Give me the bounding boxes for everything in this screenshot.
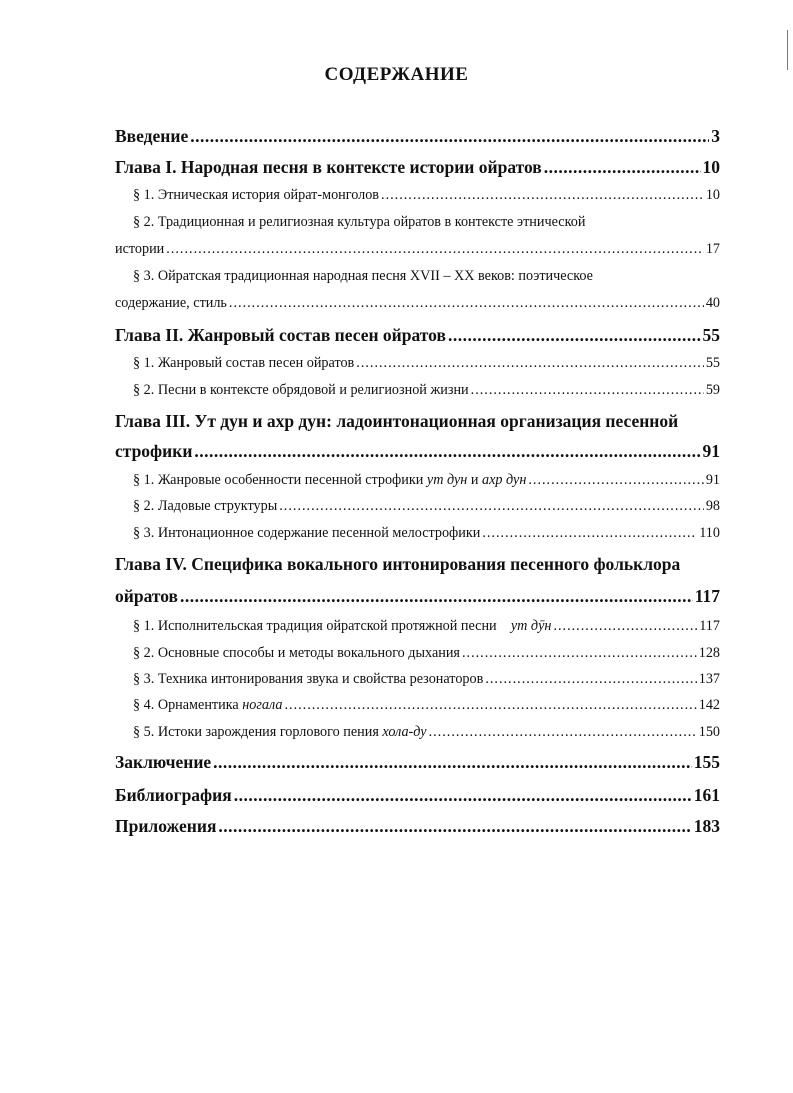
toc-entry-chapter-2 bbox=[115, 325, 720, 346]
toc-entry-label bbox=[133, 618, 551, 635]
toc-page-number: 59 bbox=[705, 382, 720, 398]
toc-page-number: 155 bbox=[693, 752, 720, 772]
toc-page-number: 91 bbox=[702, 441, 720, 461]
toc-entry-label: § 1. Этническая история ойрат-монголов bbox=[133, 187, 380, 203]
toc-page-number: 110 bbox=[699, 525, 720, 541]
toc-page-number: 128 bbox=[698, 645, 720, 661]
term-ut-dun: ут дун bbox=[426, 472, 468, 488]
toc-entry-ch1-section-3-line1: § 3. Ойратская традиционная народная песня XVII – XX веков: поэтическое bbox=[133, 268, 593, 284]
toc-entry-label: содержание, стиль bbox=[115, 295, 227, 311]
toc-entry-chapter-4-line1: Глава IV. Специфика вокального интонирования песенного фольклора bbox=[115, 554, 681, 574]
dot-leader bbox=[448, 325, 701, 346]
toc-page-number: 10 bbox=[702, 157, 720, 177]
dot-leader bbox=[471, 382, 704, 399]
dot-leader bbox=[381, 187, 704, 204]
toc-page-number: 10 bbox=[705, 187, 720, 203]
toc-entry-ch1-section-1 bbox=[133, 187, 720, 204]
dot-leader bbox=[218, 816, 691, 837]
dot-leader bbox=[166, 241, 704, 258]
dot-leader bbox=[528, 472, 703, 489]
dot-leader bbox=[190, 126, 709, 147]
toc-page-number: 40 bbox=[705, 295, 720, 311]
toc-entry-label: Приложения bbox=[115, 816, 217, 836]
toc-entry-label bbox=[133, 472, 526, 489]
toc-entry-ch3-section-1 bbox=[133, 472, 720, 489]
toc-page-number: 161 bbox=[693, 785, 720, 805]
toc-entry-label: § 3. Интонационное содержание песенной мелострофики bbox=[133, 525, 481, 541]
toc-entry-bibliography bbox=[115, 785, 720, 806]
dot-leader bbox=[180, 586, 693, 607]
dot-leader bbox=[234, 785, 692, 806]
toc-entry-ch4-section-1 bbox=[133, 618, 720, 635]
toc-entry-label bbox=[133, 724, 427, 741]
toc-entry-intro bbox=[115, 126, 720, 147]
term-ahr-dun: ахр дун bbox=[482, 472, 527, 488]
toc-entry-ch2-section-2 bbox=[133, 382, 720, 399]
toc-page-number: 142 bbox=[698, 697, 720, 713]
dot-leader bbox=[485, 671, 696, 688]
dot-leader bbox=[356, 355, 704, 372]
toc-page-number: 55 bbox=[705, 355, 720, 371]
toc-entry-ch4-section-5 bbox=[133, 724, 720, 741]
toc-page-number: 3 bbox=[711, 126, 720, 146]
toc-entry-ch3-section-3 bbox=[133, 525, 720, 542]
toc-page-number: 17 bbox=[705, 241, 720, 257]
page-title: СОДЕРЖАНИЕ bbox=[324, 64, 469, 85]
toc-entry-label: § 2. Песни в контексте обрядовой и религиозной жизни bbox=[133, 382, 469, 398]
dot-leader bbox=[544, 157, 701, 178]
toc-entry-chapter-1 bbox=[115, 157, 720, 178]
toc-entry-ch3-section-2 bbox=[133, 498, 720, 515]
term-ut-dun: ут дӯн bbox=[510, 618, 552, 634]
dot-leader bbox=[213, 752, 692, 773]
toc-entry-label: Заключение bbox=[115, 752, 212, 772]
toc-entry-conclusion bbox=[115, 752, 720, 773]
conjunction: и bbox=[467, 472, 482, 488]
toc-page-number: 98 bbox=[705, 498, 720, 514]
toc-page-number: 91 bbox=[705, 472, 720, 488]
toc-entry-label: Введение bbox=[115, 126, 189, 146]
toc-entry-label: § 2. Ладовые структуры bbox=[133, 498, 278, 514]
toc-page-number: 183 bbox=[693, 816, 720, 836]
toc-entry-label: ойратов bbox=[115, 586, 178, 606]
toc-page-number: 150 bbox=[698, 724, 720, 740]
toc-page-number: 117 bbox=[699, 618, 720, 634]
toc-entry-chapter-3-line1: Глава III. Ут дун и ахр дун: ладоинтонационная организация песенной bbox=[115, 411, 679, 431]
toc-entry-ch1-section-3 bbox=[115, 295, 720, 312]
dot-leader bbox=[553, 618, 697, 635]
toc-entry-label: § 1. Жанровый состав песен ойратов bbox=[133, 355, 355, 371]
toc-entry-ch4-section-4 bbox=[133, 697, 720, 714]
term-hola-du: хола-ду bbox=[382, 724, 427, 740]
toc-entry-ch2-section-1 bbox=[133, 355, 720, 372]
toc-entry-label: Глава II. Жанровый состав песен ойратов bbox=[115, 325, 446, 345]
toc-entry-label: истории bbox=[115, 241, 165, 257]
dot-leader bbox=[229, 295, 704, 312]
dot-leader bbox=[482, 525, 697, 542]
dot-leader bbox=[284, 697, 696, 714]
toc-entry-text: § 1. Исполнительская традиция ойратской протяжной песни bbox=[133, 618, 511, 634]
toc-page-number: 137 bbox=[698, 671, 720, 687]
toc-page-number: 117 bbox=[694, 586, 720, 606]
toc-entry-ch1-section-2-line1: § 2. Традиционная и религиозная культура ойратов в контексте этнической bbox=[133, 214, 586, 230]
toc-entry-appendices bbox=[115, 816, 720, 837]
toc-entry-label: Глава I. Народная песня в контексте истории ойратов bbox=[115, 157, 542, 177]
toc-entry-label: § 2. Основные способы и методы вокального дыхания bbox=[133, 645, 460, 661]
toc-entry-ch4-section-3 bbox=[133, 671, 720, 688]
toc-entry-text: § 1. Жанровые особенности песенной строфики bbox=[133, 472, 427, 488]
dot-leader bbox=[429, 724, 697, 741]
dot-leader bbox=[462, 645, 697, 662]
toc-entry-label: строфики bbox=[115, 441, 193, 461]
dot-leader bbox=[194, 441, 700, 462]
term-nogala: ногала bbox=[242, 697, 283, 713]
toc-entry-text: § 5. Истоки зарождения горлового пения bbox=[133, 724, 383, 740]
toc-entry-text: § 4. Орнаментика bbox=[133, 697, 243, 713]
dot-leader bbox=[279, 498, 704, 515]
toc-entry-ch1-section-2 bbox=[115, 241, 720, 258]
toc-entry-label: Библиография bbox=[115, 785, 232, 805]
toc-page-number: 55 bbox=[702, 325, 720, 345]
toc-entry-label: § 3. Техника интонирования звука и свойства резонаторов bbox=[133, 671, 484, 687]
toc-entry-chapter-4 bbox=[115, 586, 720, 607]
toc-entry-label bbox=[133, 697, 282, 714]
toc-entry-chapter-3 bbox=[115, 441, 720, 462]
toc-entry-ch4-section-2 bbox=[133, 645, 720, 662]
